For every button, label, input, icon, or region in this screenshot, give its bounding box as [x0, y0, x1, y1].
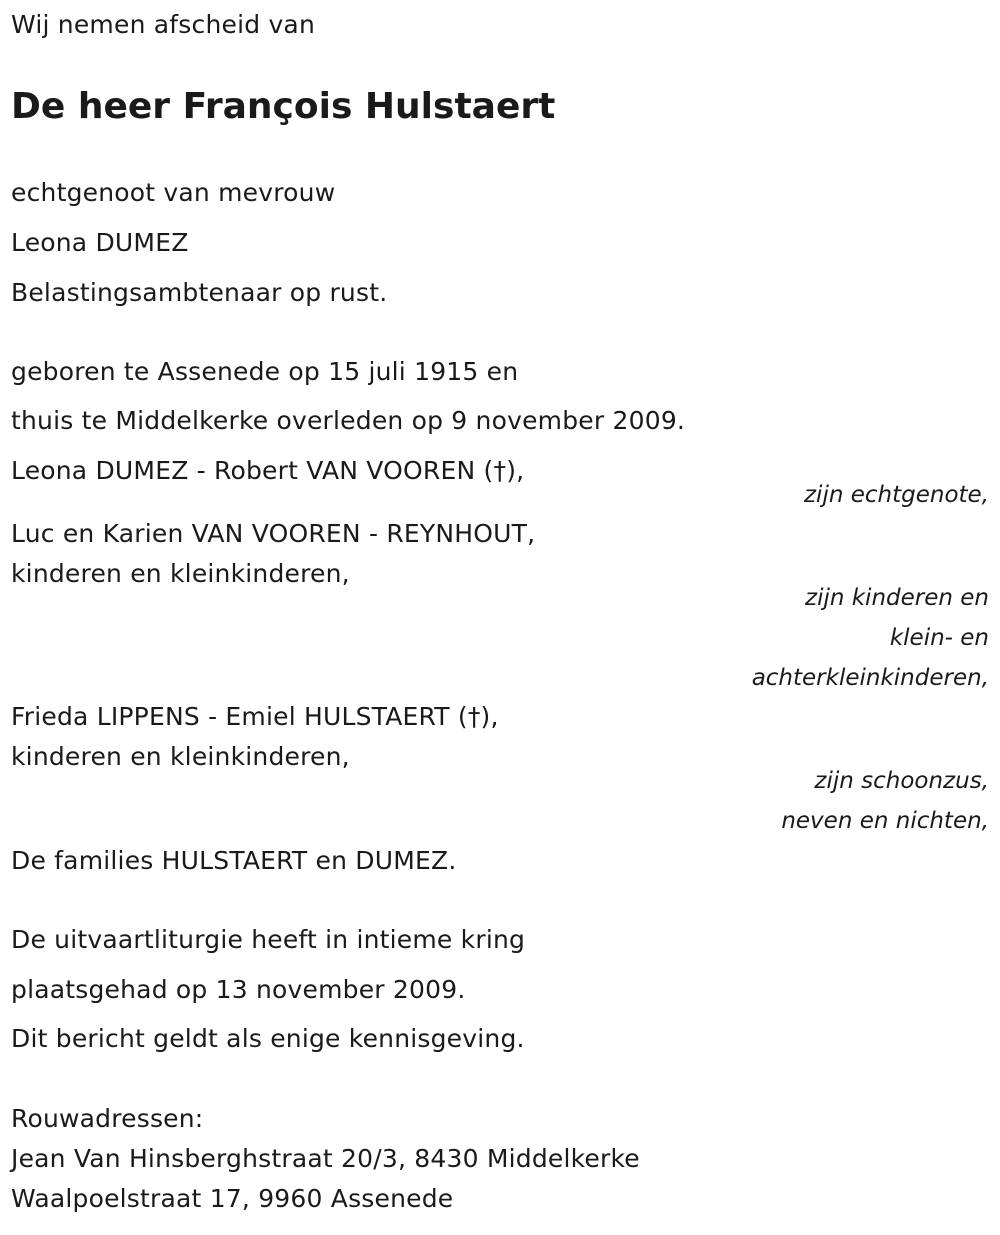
mourner-line: Frieda LIPPENS - Emiel HULSTAERT (†), — [11, 702, 499, 731]
funeral-line: De uitvaartliturgie heeft in intieme kring — [11, 925, 526, 954]
mourner-line: kinderen en kleinkinderen, — [11, 742, 350, 771]
spouse-intro: echtgenoot van mevrouw — [11, 178, 336, 207]
address-line: Jean Van Hinsberghstraat 20/3, 8430 Middelkerke — [11, 1144, 640, 1173]
spouse-name: Leona DUMEZ — [11, 228, 189, 257]
mourner-relation: zijn echtgenote, — [803, 482, 989, 508]
mourner-relation: zijn schoonzus, — [814, 768, 989, 794]
families: De families HULSTAERT en DUMEZ. — [11, 846, 457, 875]
mourner-line: Leona DUMEZ - Robert VAN VOOREN (†), — [11, 456, 525, 485]
mourner-relation: achterkleinkinderen, — [751, 665, 989, 691]
death-info: thuis te Middelkerke overleden op 9 november 2009. — [11, 406, 686, 435]
deceased-name: De heer François Hulstaert — [11, 86, 556, 127]
address-line: Waalpoelstraat 17, 9960 Assenede — [11, 1184, 454, 1213]
mourner-line: kinderen en kleinkinderen, — [11, 559, 350, 588]
mourner-relation: zijn kinderen en — [805, 585, 989, 611]
birth-info: geboren te Assenede op 15 juli 1915 en — [11, 357, 519, 386]
notice-line: Dit bericht geldt als enige kennisgeving. — [11, 1024, 525, 1053]
addresses-label: Rouwadressen: — [11, 1104, 204, 1133]
occupation: Belastingsambtenaar op rust. — [11, 278, 388, 307]
mourner-line: Luc en Karien VAN VOOREN - REYNHOUT, — [11, 519, 536, 548]
mourner-relation: neven en nichten, — [781, 808, 989, 834]
funeral-line: plaatsgehad op 13 november 2009. — [11, 975, 466, 1004]
mourner-relation: klein- en — [889, 625, 989, 651]
intro-text: Wij nemen afscheid van — [11, 10, 315, 39]
